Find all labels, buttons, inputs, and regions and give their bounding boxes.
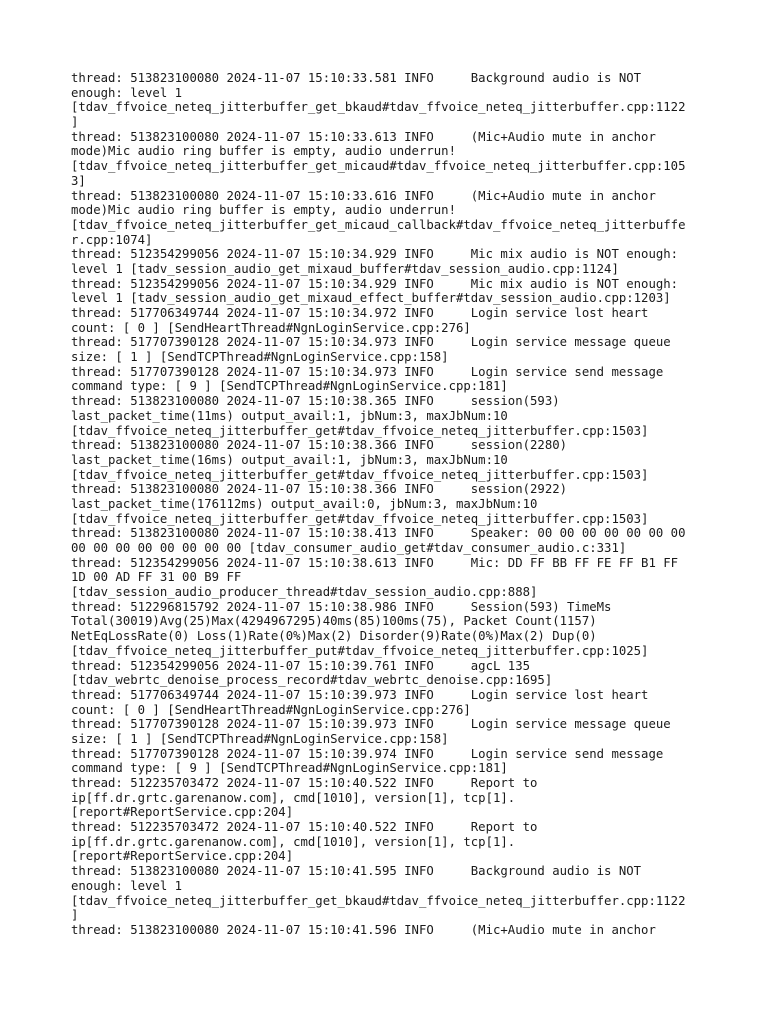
log-line: thread: 513823100080 2024-11-07 15:10:33.581 INFO Background audio is NOT <box>71 71 642 85</box>
log-line: thread: 512235703472 2024-11-07 15:10:40.522 INFO Report to <box>71 820 538 835</box>
log-line: 3] <box>71 173 86 188</box>
log-line: count: [ 0 ] [SendHeartThread#NgnLoginService.cpp:276] <box>71 702 471 717</box>
log-line: [tdav_ffvoice_neteq_jitterbuffer_get_bkaud#tdav_ffvoice_neteq_jitterbuffer.cpp:1122 <box>71 100 686 115</box>
log-line: thread: 517706349744 2024-11-07 15:10:34.972 INFO Login service lost heart <box>71 306 649 320</box>
log-line: thread: 512354299056 2024-11-07 15:10:39.761 INFO agcL 135 <box>71 658 531 673</box>
log-line: ] <box>71 115 79 130</box>
log-line: [report#ReportService.cpp:204] <box>71 849 294 864</box>
log-line: command type: [ 9 ] [SendTCPThread#NgnLoginService.cpp:181] <box>71 761 508 776</box>
log-line: enough: level 1 <box>71 85 183 100</box>
log-line: [tdav_ffvoice_neteq_jitterbuffer_get_bkaud#tdav_ffvoice_neteq_jitterbuffer.cpp:1122 <box>71 893 686 908</box>
log-text <box>71 71 711 938</box>
log-line: thread: 513823100080 2024-11-07 15:10:41.595 INFO Background audio is NOT <box>71 864 642 879</box>
log-line: size: [ 1 ] [SendTCPThread#NgnLoginService.cpp:158] <box>71 731 449 746</box>
log-line: thread: 517707390128 2024-11-07 15:10:34.973 INFO Login service send message <box>71 364 664 379</box>
log-line: thread: 512354299056 2024-11-07 15:10:34.929 INFO Mic mix audio is NOT enough: <box>71 247 679 262</box>
log-line: [tdav_session_audio_producer_thread#tdav_session_audio.cpp:888] <box>71 585 538 600</box>
log-line: thread: 517706349744 2024-11-07 15:10:39.973 INFO Login service lost heart <box>71 687 649 702</box>
log-line: command type: [ 9 ] [SendTCPThread#NgnLoginService.cpp:181] <box>71 379 508 394</box>
log-line: ip[ff.dr.grtc.garenanow.com], cmd[1010], version[1], tcp[1]. <box>71 790 516 805</box>
log-line: thread: 513823100080 2024-11-07 15:10:38.366 INFO session(2280) <box>71 438 568 453</box>
log-line: enough: level 1 <box>71 878 183 893</box>
log-line: thread: 513823100080 2024-11-07 15:10:38.365 INFO session(593) <box>71 394 560 409</box>
log-line: thread: 513823100080 2024-11-07 15:10:33.613 INFO (Mic+Audio mute in anchor <box>71 129 656 144</box>
log-line: [tdav_ffvoice_neteq_jitterbuffer_put#tdav_ffvoice_neteq_jitterbuffer.cpp:1025] <box>71 643 649 658</box>
log-line: thread: 512235703472 2024-11-07 15:10:40.522 INFO Report to <box>71 776 538 790</box>
log-line: mode)Mic audio ring buffer is empty, audio underrun! <box>71 144 456 159</box>
log-line: [tdav_ffvoice_neteq_jitterbuffer_get_micaud_callback#tdav_ffvoice_neteq_jitterbuffe <box>71 217 686 232</box>
log-line: thread: 512354299056 2024-11-07 15:10:34.929 INFO Mic mix audio is NOT enough: <box>71 276 679 291</box>
log-line: count: [ 0 ] [SendHeartThread#NgnLoginService.cpp:276] <box>71 320 471 335</box>
log-line: r.cpp:1074] <box>71 232 153 247</box>
log-line: Total(30019)Avg(25)Max(4294967295)40ms(85)100ms(75), Packet Count(1157) <box>71 614 597 629</box>
log-line: thread: 513823100080 2024-11-07 15:10:38.413 INFO Speaker: 00 00 00 00 00 00 00 <box>71 526 686 541</box>
log-line: size: [ 1 ] [SendTCPThread#NgnLoginService.cpp:158] <box>71 350 449 365</box>
log-line: [tdav_ffvoice_neteq_jitterbuffer_get#tdav_ffvoice_neteq_jitterbuffer.cpp:1503] <box>71 467 649 482</box>
log-line: mode)Mic audio ring buffer is empty, audio underrun! <box>71 203 456 218</box>
log-line: [report#ReportService.cpp:204] <box>71 805 294 820</box>
log-line: thread: 512296815792 2024-11-07 15:10:38.986 INFO Session(593) TimeMs <box>71 599 612 614</box>
log-line: NetEqLossRate(0) Loss(1)Rate(0%)Max(2) Disorder(9)Rate(0%)Max(2) Dup(0) <box>71 629 597 644</box>
log-line: [tdav_ffvoice_neteq_jitterbuffer_get_micaud#tdav_ffvoice_neteq_jitterbuffer.cpp:105 <box>71 159 686 174</box>
log-line: 00 00 00 00 00 00 00 00 [tdav_consumer_audio_get#tdav_consumer_audio.c:331] <box>71 541 627 555</box>
log-line: thread: 517707390128 2024-11-07 15:10:39.973 INFO Login service message queue <box>71 717 671 732</box>
log-line: thread: 517707390128 2024-11-07 15:10:34.973 INFO Login service message queue <box>71 335 671 350</box>
log-line: thread: 513823100080 2024-11-07 15:10:33.616 INFO (Mic+Audio mute in anchor <box>71 188 656 203</box>
log-line: level 1 [tadv_session_audio_get_mixaud_effect_buffer#tdav_session_audio.cpp:1203] <box>71 291 671 306</box>
log-line: [tdav_webrtc_denoise_process_record#tdav_webrtc_denoise.cpp:1695] <box>71 673 553 688</box>
log-line: 1D 00 AD FF 31 00 B9 FF <box>71 570 242 585</box>
log-line: thread: 517707390128 2024-11-07 15:10:39.974 INFO Login service send message <box>71 746 664 761</box>
log-line: thread: 513823100080 2024-11-07 15:10:38.366 INFO session(2922) <box>71 482 568 497</box>
log-line: [tdav_ffvoice_neteq_jitterbuffer_get#tdav_ffvoice_neteq_jitterbuffer.cpp:1503] <box>71 423 649 438</box>
log-line: last_packet_time(176112ms) output_avail:0, jbNum:3, maxJbNum:10 <box>71 496 538 511</box>
log-line: last_packet_time(11ms) output_avail:1, jbNum:3, maxJbNum:10 <box>71 408 508 423</box>
log-line: thread: 513823100080 2024-11-07 15:10:41.596 INFO (Mic+Audio mute in anchor <box>71 922 656 937</box>
log-line: ip[ff.dr.grtc.garenanow.com], cmd[1010], version[1], tcp[1]. <box>71 834 516 849</box>
log-line: ] <box>71 908 79 923</box>
log-line: level 1 [tadv_session_audio_get_mixaud_buffer#tdav_session_audio.cpp:1124] <box>71 261 619 276</box>
log-line: last_packet_time(16ms) output_avail:1, jbNum:3, maxJbNum:10 <box>71 452 508 467</box>
log-line: [tdav_ffvoice_neteq_jitterbuffer_get#tdav_ffvoice_neteq_jitterbuffer.cpp:1503] <box>71 511 649 526</box>
log-line: thread: 512354299056 2024-11-07 15:10:38.613 INFO Mic: DD FF BB FF FE FF B1 FF <box>71 555 679 570</box>
